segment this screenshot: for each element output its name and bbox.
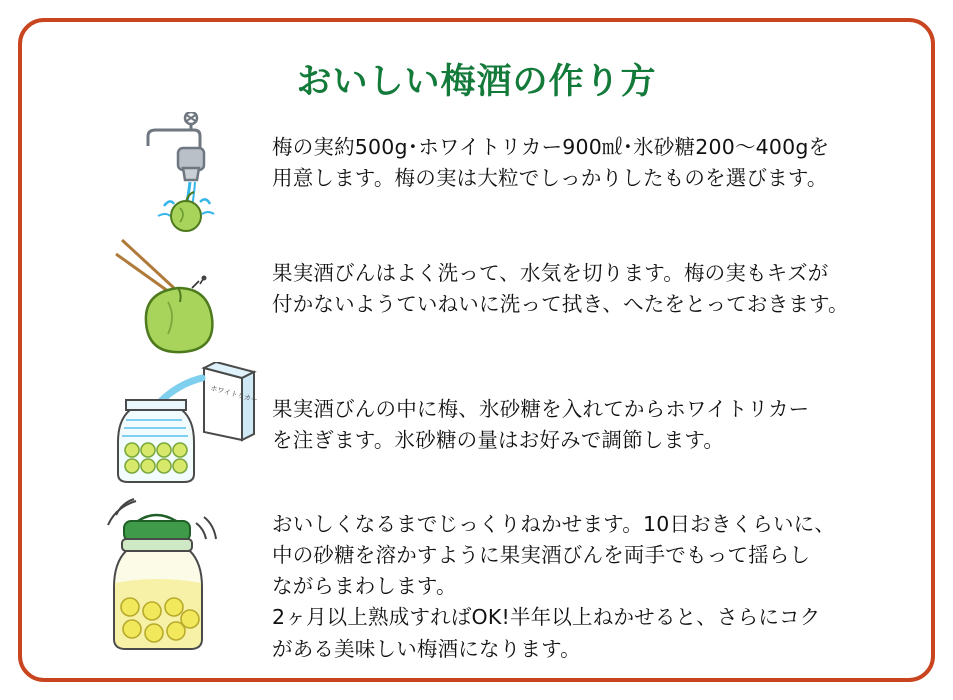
step-line: 果実酒びんはよく洗って、水気を切ります。梅の実もキズが bbox=[272, 261, 829, 285]
plum-with-skewer-icon bbox=[82, 232, 272, 362]
step-ingredients-text bbox=[272, 112, 882, 194]
step-line: 2ヶ月以上熟成すればOK!半年以上ねかせると、さらにコク bbox=[272, 605, 821, 630]
step-line: を注ぎます。氷砂糖の量はお好みで調節します。 bbox=[272, 428, 725, 453]
step-line: 梅の実約500g･ホワイトリカー900㎖･氷砂糖200〜400gを bbox=[272, 135, 830, 159]
faucet-washing-plum-icon bbox=[82, 112, 272, 232]
step-line: がある美味しい梅酒になります。 bbox=[272, 636, 581, 661]
step-age-text bbox=[272, 487, 882, 665]
step-ingredients bbox=[82, 112, 882, 232]
step-line: 中の砂糖を溶かすように果実酒びんを両手でもって揺らし bbox=[272, 543, 811, 568]
carton-label: ホワイトリカー bbox=[209, 384, 259, 405]
step-pour-liquor-text bbox=[272, 362, 882, 456]
step-line: ながらまわします。 bbox=[272, 574, 457, 599]
step-line: 用意します。梅の実は大粒でしっかりしたものを選びます。 bbox=[272, 166, 828, 191]
step-line: 付かないようていねいに洗って拭き、へたをとっておきます。 bbox=[272, 292, 849, 317]
recipe-card bbox=[18, 18, 935, 682]
step-line: 果実酒びんの中に梅、氷砂糖を入れてからホワイトリカー bbox=[272, 397, 810, 421]
step-age bbox=[82, 487, 882, 662]
step-wash-jar bbox=[82, 232, 882, 362]
step-line: おいしくなるまでじっくりねかせます。10日おきくらいに、 bbox=[272, 512, 836, 536]
sealed-jar-shaking-icon bbox=[82, 487, 272, 662]
step-pour-liquor bbox=[82, 362, 882, 487]
jar-pouring-white-liquor-icon bbox=[82, 362, 272, 487]
steps-list bbox=[82, 112, 882, 662]
step-wash-jar-text bbox=[272, 232, 882, 320]
page-title: おいしい梅酒の作り方 bbox=[296, 62, 657, 102]
